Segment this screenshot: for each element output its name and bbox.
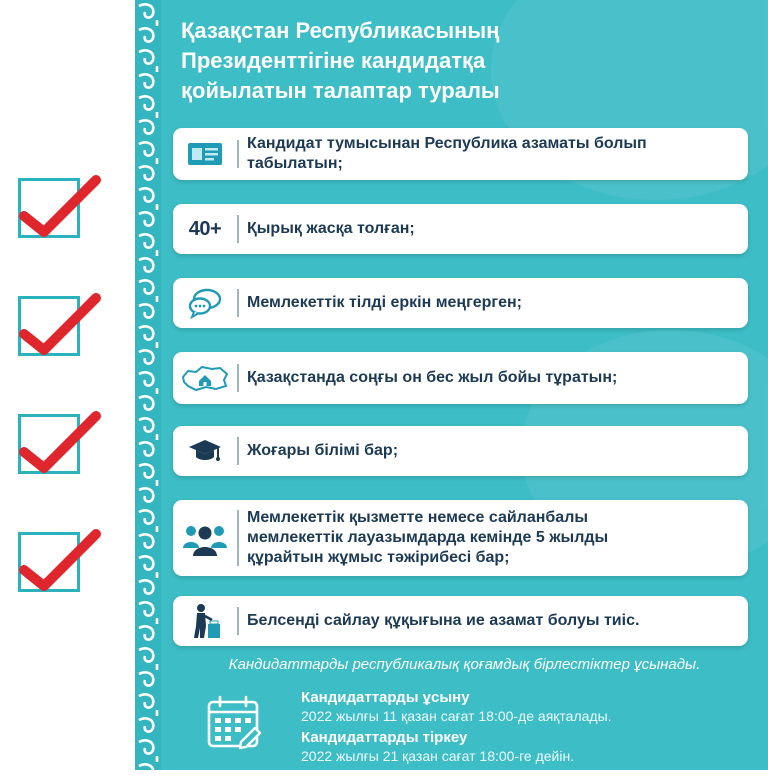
checkmark-icon [14,284,114,364]
requirement-text: Белсенді сайлау құқығына ие азамат болуы тиіс. [247,612,640,629]
requirement-card [173,278,748,328]
nomination-note: Кандидаттарды республикалық қоғамдық бірлестіктер ұсынады. [228,656,701,673]
requirement-card [173,204,748,254]
ornament-pattern-icon [135,0,161,774]
requirement-card [173,352,748,404]
requirement-card [173,128,748,180]
age-40-icon: 40+ [188,217,222,240]
calendar-icon [205,694,265,752]
requirement-text: Кандидат тумысынан Республика азаматы болып табылатын; [247,135,647,172]
checkbox-checked [18,532,86,598]
checkbox-checked [18,178,86,244]
passport-id-icon [185,139,225,169]
page-title: Қазақстан Республикасының Президенттігіне кандидатқа қойылатын талаптар туралы [181,18,500,103]
checkmark-icon [14,402,114,482]
main-panel [161,0,768,774]
checkbox-checked [18,414,86,480]
requirement-card [173,500,748,576]
registration-deadline: Кандидаттарды тіркеу 2022 жылғы 21 қазан сағат 18:00-ге дейін. [301,729,575,764]
requirement-text: Жоғары білімі бар; [247,442,399,459]
checkmark-icon [14,520,114,600]
kazakhstan-map-home-icon [180,363,230,393]
requirement-text: Мемлекеттік тілді еркін меңгерген; [247,294,522,311]
speech-bubbles-icon [187,287,223,319]
requirement-card [173,596,748,646]
checkbox-column [0,0,135,774]
checkmark-icon [14,166,114,246]
nomination-deadline: Кандидаттарды ұсыну 2022 жылғы 11 қазан сағат 18:00-де аяқталады. [301,689,612,724]
people-group-icon [181,518,229,558]
requirement-text: Қазақстанда соңғы он бес жыл бойы тұратын; [247,369,618,386]
checkbox-checked [18,296,86,362]
ornament-border [135,0,161,774]
requirement-card [173,426,748,476]
requirement-text: Қырық жасқа толған; [247,220,415,237]
graduation-cap-icon [187,436,223,466]
requirement-text: Мемлекеттік қызметте немесе сайланбалы мемлекеттік лауазымдарда кемінде 5 жылды құрайтын жұмыс тәжірибесі бар; [247,509,609,566]
voter-ballot-icon [188,602,222,640]
